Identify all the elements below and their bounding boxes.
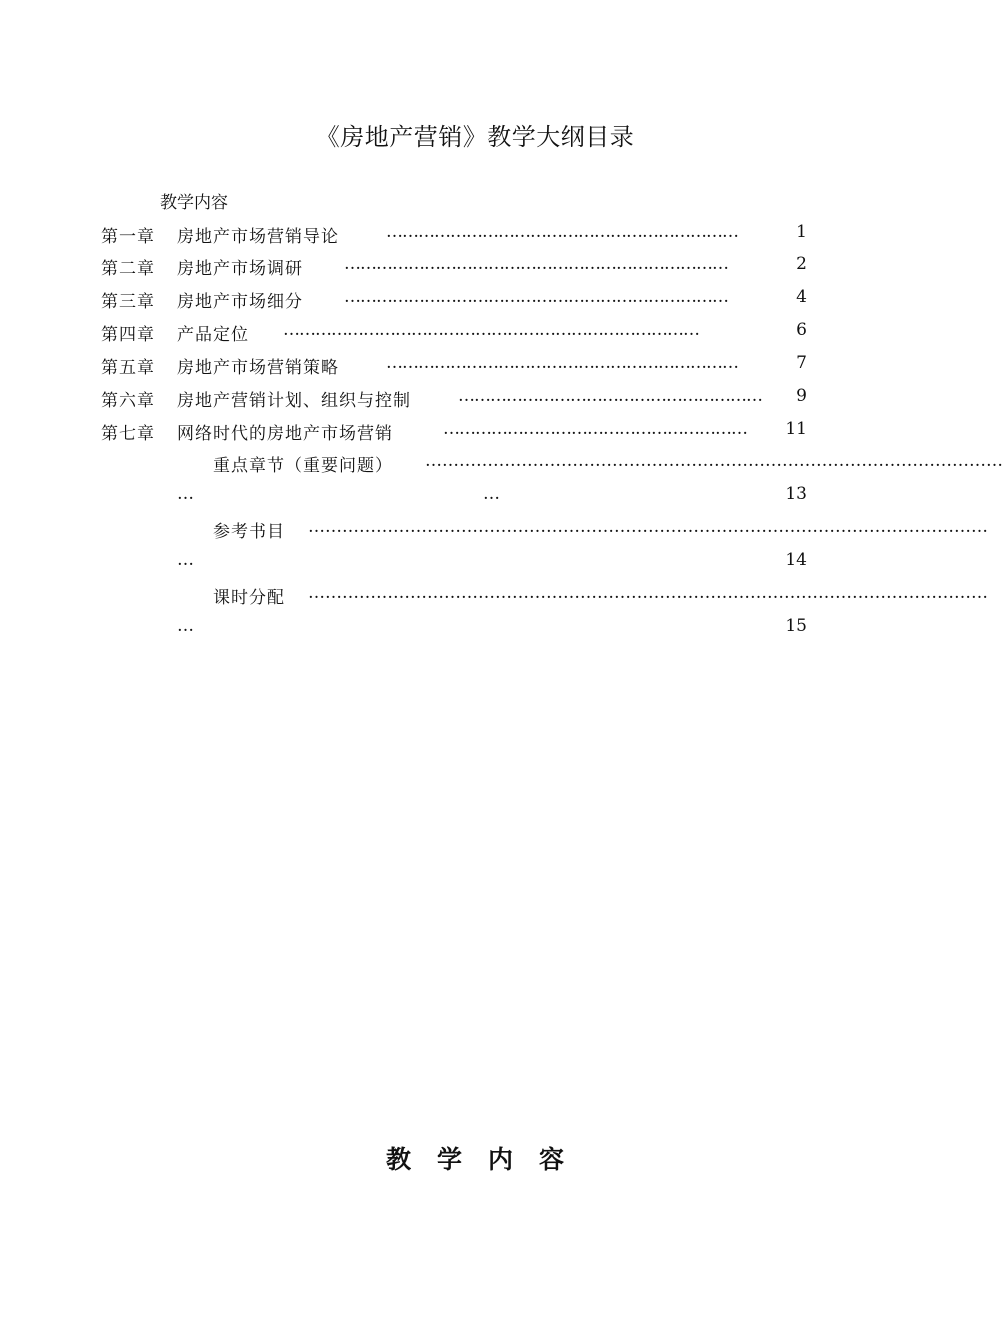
page-number: 13 xyxy=(785,484,807,504)
entry-title: 课时分配 xyxy=(213,588,285,608)
page-number: 2 xyxy=(796,254,807,274)
leader-dots: ………………………………………………………………………………………………………… xyxy=(308,517,988,537)
chapter-number: 第四章 xyxy=(101,325,155,345)
page-number: 6 xyxy=(796,320,807,340)
leader-dots-continued: … xyxy=(177,484,194,504)
entry-title: 参考书目 xyxy=(213,522,285,542)
page-number: 4 xyxy=(796,287,807,307)
chapter-number: 第三章 xyxy=(101,292,155,312)
leader-dots: ………………………………………………………… xyxy=(386,353,738,373)
leader-dots: ………………………………………………… xyxy=(458,386,762,406)
toc-entry[interactable] xyxy=(101,222,807,248)
page-number: 9 xyxy=(796,386,807,406)
chapter-number: 第五章 xyxy=(101,358,155,378)
page-number: 11 xyxy=(785,419,807,439)
chapter-number: 第一章 xyxy=(101,227,155,247)
toc-entry[interactable] xyxy=(101,386,807,412)
chapter-title: 房地产市场营销导论 xyxy=(177,227,339,247)
leader-dots: ………………………………………………………… xyxy=(386,222,738,242)
chapter-title: 房地产营销计划、组织与控制 xyxy=(177,391,411,411)
chapter-number: 第七章 xyxy=(101,424,155,444)
leader-dots-continued: … xyxy=(177,550,194,570)
leader-dots: ……………………………………………………………… xyxy=(344,254,728,274)
chapter-title: 网络时代的房地产市场营销 xyxy=(177,424,393,444)
leader-dots-continued: … xyxy=(483,484,500,504)
entry-title: 重点章节（重要问题） xyxy=(213,456,393,476)
toc-entry[interactable] xyxy=(101,320,807,346)
leader-dots: ………………………………………………………………………………………… xyxy=(425,451,1003,471)
leader-dots: ……………………………………………………………… xyxy=(344,287,728,307)
chapter-title: 房地产市场调研 xyxy=(177,259,303,279)
toc-heading: 教学内容 xyxy=(160,193,228,213)
chapter-number: 第六章 xyxy=(101,391,155,411)
document-title: 《房地产营销》教学大纲目录 xyxy=(315,123,635,151)
page-number: 14 xyxy=(785,550,807,570)
chapter-title: 房地产市场营销策略 xyxy=(177,358,339,378)
toc-entry[interactable] xyxy=(101,353,807,379)
toc-entry[interactable] xyxy=(101,254,807,280)
page-number: 1 xyxy=(796,222,807,242)
chapter-number: 第二章 xyxy=(101,259,155,279)
page-number: 15 xyxy=(785,616,807,636)
page-number: 7 xyxy=(796,353,807,373)
toc-entry[interactable] xyxy=(101,419,807,445)
leader-dots-continued: … xyxy=(177,616,194,636)
leader-dots: ………………………………………………………………………………………………………… xyxy=(308,583,988,603)
chapter-title: 房地产市场细分 xyxy=(177,292,303,312)
leader-dots: ………………………………………………… xyxy=(443,419,747,439)
leader-dots: …………………………………………………………………… xyxy=(283,320,699,340)
toc-entry[interactable] xyxy=(101,287,807,313)
section-heading: 教学内容 xyxy=(385,1145,590,1174)
chapter-title: 产品定位 xyxy=(177,325,249,345)
